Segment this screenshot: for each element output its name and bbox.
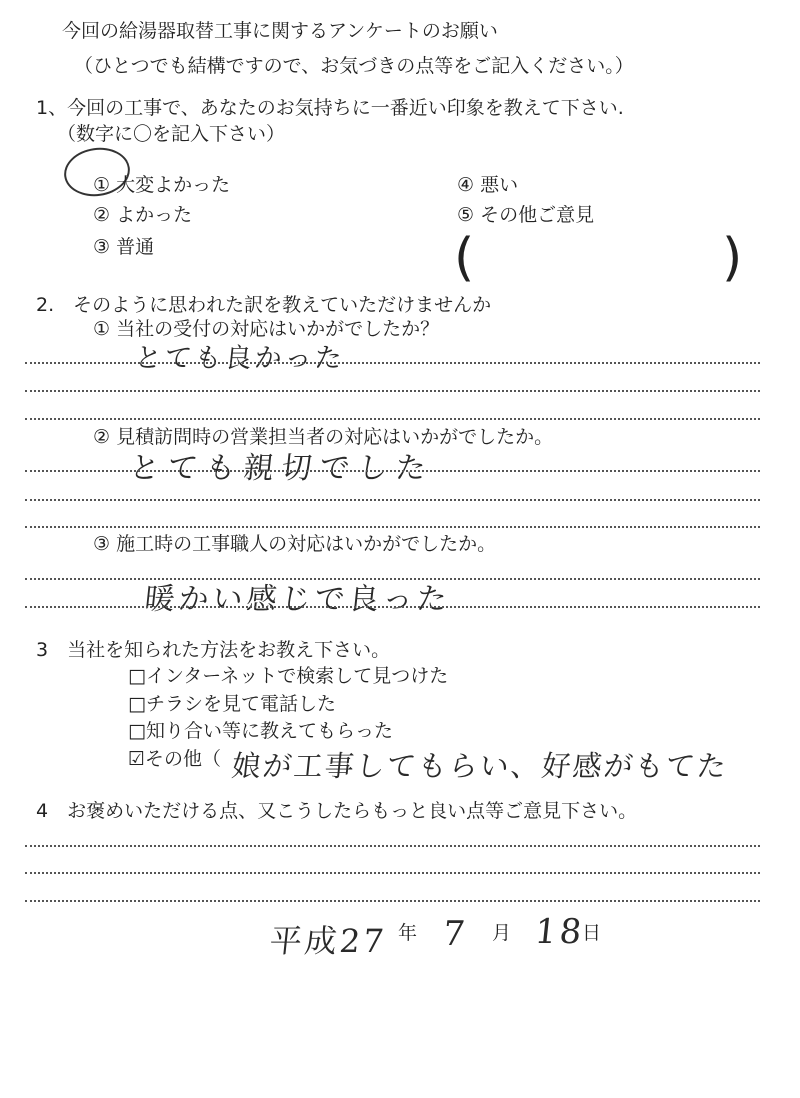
q3-option-internet[interactable]: □インターネットで検索して見つけた	[128, 665, 449, 687]
q2-sub1-answer[interactable]: とても良かった	[133, 343, 347, 374]
q2-sub3-answer[interactable]: 暖かい感じで良った	[142, 582, 453, 617]
q1-option-4[interactable]: ④ 悪い	[457, 174, 519, 196]
q2-question: 2. そのように思われた訳を教えていただけませんか	[36, 294, 492, 316]
answer-line	[25, 900, 760, 902]
answer-line	[25, 526, 760, 528]
q1-option-1[interactable]: ① 大変よかった	[93, 174, 231, 196]
answer-line	[25, 845, 760, 847]
answer-line	[25, 872, 760, 874]
survey-title: 今回の給湯器取替工事に関するアンケートのお願い	[62, 20, 498, 42]
answer-line	[25, 606, 760, 608]
q3-other-answer[interactable]: 娘が工事してもらい、好感がもてた	[230, 749, 730, 783]
q1-question: 1、今回の工事で、あなたのお気持ちに一番近い印象を教えて下さい.	[36, 97, 624, 119]
q2-sub2-label: ② 見積訪問時の営業担当者の対応はいかがでしたか。	[93, 426, 554, 448]
q3-option-flyer[interactable]: □チラシを見て電話した	[128, 693, 336, 715]
answer-line	[25, 470, 760, 472]
q1-option-3[interactable]: ③ 普通	[93, 236, 155, 258]
answer-line	[25, 499, 760, 501]
date-month-label: 月	[492, 922, 512, 944]
q1-other-paren-close: )	[722, 228, 743, 288]
date-day[interactable]: 18	[532, 912, 587, 952]
answer-line	[25, 390, 760, 392]
q3-option-acquaintance[interactable]: □知り合い等に教えてもらった	[128, 720, 393, 742]
survey-subtitle: （ひとつでも結構ですので、お気づきの点等をご記入ください。）	[74, 55, 634, 77]
answer-line	[25, 362, 760, 364]
answer-line	[25, 418, 760, 420]
date-month[interactable]: 7	[440, 914, 470, 954]
q1-other-paren-open: (	[454, 228, 475, 288]
q3-option-other[interactable]: ☑その他（	[128, 748, 222, 770]
q2-sub2-answer[interactable]: とても親切でした	[127, 451, 436, 486]
date-year-label: 年	[398, 922, 418, 944]
q2-sub1-label: ① 当社の受付の対応はいかがでしたか？	[93, 318, 440, 340]
q4-question: 4 お褒めいただける点、又こうしたらもっと良い点等ご意見下さい。	[36, 800, 638, 822]
q1-option-2[interactable]: ② よかった	[93, 204, 193, 226]
date-day-label: 日	[582, 922, 602, 944]
q2-sub3-label: ③ 施工時の工事職人の対応はいかがでしたか。	[93, 533, 497, 555]
q3-question: 3 当社を知られた方法をお教え下さい。	[36, 639, 391, 661]
q1-instruction: （数字に〇を記入下さい）	[57, 123, 286, 145]
q1-option-5[interactable]: ⑤ その他ご意見	[457, 204, 595, 226]
date-era[interactable]: 平成27	[267, 922, 389, 960]
